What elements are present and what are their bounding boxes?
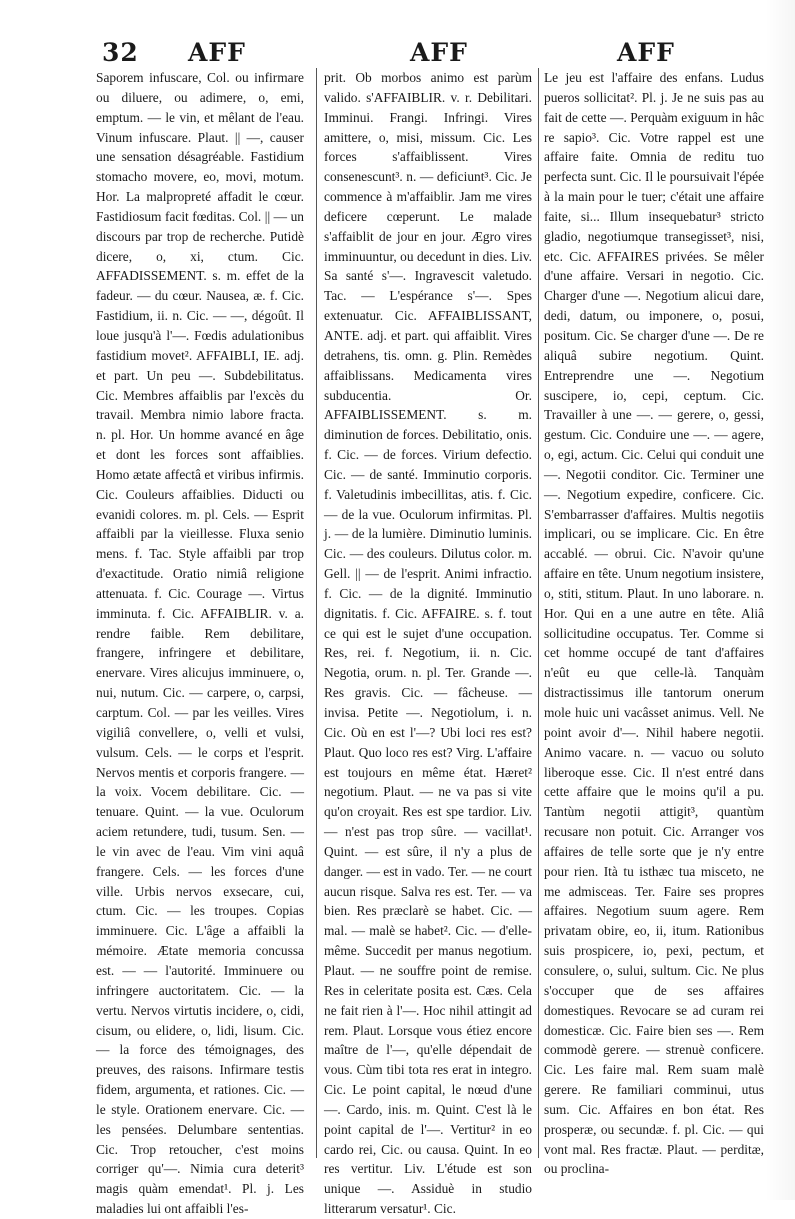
page-number: 32 xyxy=(102,38,139,67)
guide-word-right: AFF xyxy=(617,38,675,67)
column-divider xyxy=(538,68,539,1158)
column-3-text: Le jeu est l'affaire des enfans. Ludus pueros sollicitat². Pl. j. Je ne suis pas au fait de cette —. Perquàm exiguum in hâc re sapio³. Cic. Votre rappel est une affaire faite. Omnia de reditu tuo perfecta sunt. Cic. Il le poursuivait l'épée à la main pour le tuer; c'était une affaire faite, si... Illum insequebatur³ stricto gladio, negotiumque transegisset³, nisi, etc. Cic. AFFAIRES privées. Se mêler d'une affaire. Versari in negotio. Cic. Charger d'une —. Negotium alicui dare, dedi, datum, ou imponere, o, posui, positum. Cic. Se charger d'une —. De re aliquâ subire negotium. Quint. Entreprendre une —. Negotium suscipere, io, cepi, ceptum. Cic. Travailler à une —. — gerere, o, gessi, gestum. Cic. Conduire une —. — agere, o, egi, actum. Cic. Celui qui conduit une —. Negotii conditor. Cic. Terminer une —. Negotium expedire, conficere. Cic. S'embarrasser d'affaires. Multis negotiis implicari, ou se implicare. Cic. En être accablé. — obrui. Cic. N'avoir qu'une affaire en tête. Unum negotium insistere, o, stiti, stitum. Plaut. In uno laborare. n. Hor. Qui en a une autre en tête. Aliâ sollicitudine occupatus. Ter. Comme si cet homme occupé de tant d'affaires n'eût eu que celle-là. Tanquàm distractissimus ille tantorum onerum mole huic uni vacâsset animus. Vell. Ne point avoir d'—. Nihil habere negotii. Animo vacare. n. — vacuo ou soluto liberoque esse. Cic. Il n'est entré dans cette affaire que le moins qu'il a pu. Tantùm negotii attigit³, quantùm recusare non potuit. Cic. Arranger vos affaires de telle sorte que je n'y entre pour rien. Ità tu isthæc tua misceto, ne me admisceas. Ter. Faire ses propres affaires. Negotium suum agere. Rem privatam obire, eo, ii, itum. Rationibus suis prospicere, io, pexi, pectum, et consulere, o, sului, sultum. Cic. Ne plus s'occuper que de ses affaires domestiques. Revocare se ad curam rei domesticæ. Cic. Faire bien ses —. Rem commodè gerere. — strenuè conficere. Cic. Les faire mal. Rem suam malè gerere. Re familiari comminui, utus sum. Cic. Affaires en bon état. Res prosperæ, ou secundæ. f. pl. Cic. — qui vont mal. Res fractæ. Plaut. — perditæ, ou proclina- xyxy=(544,70,764,1177)
column-2-text: prit. Ob morbos animo est parùm valido. s'AFFAIBLIR. v. r. Debilitari. Imminui. Frangi. Infringi. Vires amittere, o, misi, missum. Cic. Les forces s'affaiblissent. Vires consenescunt³. n. — deficiunt³. Cic. Je commence à m'affaiblir. Jam me vires deficere cœperunt. Le malade s'affaiblit de jour en jour. Ægro vires imminuuntur, ou decedunt in dies. Liv. Sa santé s'—. Ingravescit valetudo. Tac. — L'espérance s'—. Spes extenuatur. Cic. AFFAIBLISSANT, ANTE. adj. et part. qui affaiblit. Vires detrahens, tis. omn. g. Plin. Remèdes affaiblissans. Medicamenta vires subducentia. Or. AFFAIBLISSEMENT. s. m. diminution de forces. Debilitatio, onis. f. Cic. — de forces. Virium defectio. Cic. — de santé. Imminutio corporis. f. Valetudinis imbecillitas, atis. f. Cic. — de la vue. Oculorum infirmitas. Pl. j. — de la lumière. Diminutio luminis. Cic. — des couleurs. Dilutus color. m. Gell. || — de l'esprit. Animi infractio. f. Cic. — de la dignité. Imminutio dignitatis. f. Cic. AFFAIRE. s. f. tout ce qui est le sujet d'une occupation. Res, rei. f. Negotium, ii. n. Cic. Negotia, orum. n. pl. Ter. Grande —. Res gravis. Cic. — fâcheuse. — invisa. Petite —. Negotiolum, i. n. Cic. Où en est l'—? Ubi loci res est? Plaut. Quo loco res est? Virg. L'affaire est toujours en même état. Hæret² negotium. Plaut. — ne va pas si vite qu'on croyait. Res est spe tardior. Liv. — n'est pas trop sûre. — vacillat¹. Quint. — est sûre, il n'y a plus de danger. — est in vado. Ter. — ne court aucun risque. Salva res est. Ter. — va bien. Res præclarè se habet. Cic. — mal. — malè se habet². Cic. — d'elle-même. Succedit per manus negotium. Plaut. — ne souffre point de remise. Res in celeritate posita est. Cæs. Cela ne fait rien à l'—. Hoc nihil attingit ad rem. Plaut. Lorsque vous étiez encore maître de l'—, qu'elle dépendait de vous. Cùm tibi tota res erat in integro. Cic. Le point capital, le nœud d'une —. Cardo, inis. m. Quint. C'est là le point capital de l'—. Vertitur² in eo cardo rei, Cic. ou causa. Quint. In eo res vertitur. Liv. L'étude est son unique —. Assiduè in studio litterarum versatur¹. Cic. xyxy=(324,70,532,1217)
guide-word-left: AFF xyxy=(188,38,246,67)
column-divider xyxy=(316,68,317,1158)
guide-word-center: AFF xyxy=(410,38,468,67)
column-1 xyxy=(96,68,304,1217)
page-header xyxy=(0,38,795,72)
page-edge-shadow xyxy=(765,0,795,1200)
column-3 xyxy=(544,68,764,1177)
column-1-text: Saporem infuscare, Col. ou infirmare ou diluere, ou adimere, o, emi, emptum. — le vin, et mêlant de l'eau. Vinum infuscare. Plaut. || —, causer une sensation désagréable. Fastidium stomacho movere, eo, movi, motum. Hor. La malpropreté affadit le cœur. Fastidiosum facit fœditas. Col. || — un discours par trop de recherche. Putidè dicere, o, xi, ctum. Cic. AFFADISSEMENT. s. m. effet de la fadeur. — du cœur. Nausea, æ. f. Cic. Fastidium, ii. n. Cic. — —, dégoût. Il loue jusqu'à l'—. Fœdis adulationibus fastidium movet². AFFAIBLI, IE. adj. et part. Un peu —. Subdebilitatus. Cic. Membres affaiblis par l'excès du travail. Membra nimio labore fracta. n. pl. Hor. Un homme avancé en âge et dont les forces sont affaiblies. Homo ætate affectâ et viribus infirmis. Cic. Couleurs affaiblies. Diducti ou evanidi colores. m. pl. Cels. — Esprit affaibli par la vieillesse. Fluxa senio mens. f. Tac. Style affaibli par trop d'exactitude. Oratio nimiâ religione attenuata. f. Cic. Courage —. Virtus imminuta. f. Cic. AFFAIBLIR. v. a. rendre faible. Rem debilitare, frangere, infringere et debilitare, enervare. Vires alicujus imminuere, o, nui, nutum. Cic. — carpere, o, carpsi, carptum. Col. — par les veilles. Vires vigiliâ convellere, o, velli et vulsi, vulsum. Cels. — le corps et l'esprit. Nervos mentis et corporis frangere. — la voix. Vocem debilitare. Cic. — tenuare. Quint. — la vue. Oculorum aciem retundere, tudi, tusum. Sen. — le vin avec de l'eau. Vim vini aquâ frangere. Cels. — les forces d'une ville. Urbis nervos exsecare, cui, ctum. Cic. — les troupes. Copias imminuere. Cic. L'âge a affaibli la mémoire. Ætate memoria concussa est. — — l'autorité. Imminuere ou infringere auctoritatem. Cic. — la vertu. Nervos virtutis incidere, o, cidi, cisum, ou elidere, o, lidi, lisum. Cic. — la force des témoignages, des preuves, des raisons. Infirmare testis fidem, argumenta, et rationes. Cic. — le style. Orationem enervare. Cic. — les pensées. Delumbare sententias. Cic. Trop retoucher, c'est moins corriger qu'—. Nimia cura deterit³ magis quàm emendat¹. Pl. j. Les maladies lui ont affaibli l'es- xyxy=(96,70,304,1217)
column-2 xyxy=(324,68,532,1217)
dictionary-columns xyxy=(96,68,764,1217)
